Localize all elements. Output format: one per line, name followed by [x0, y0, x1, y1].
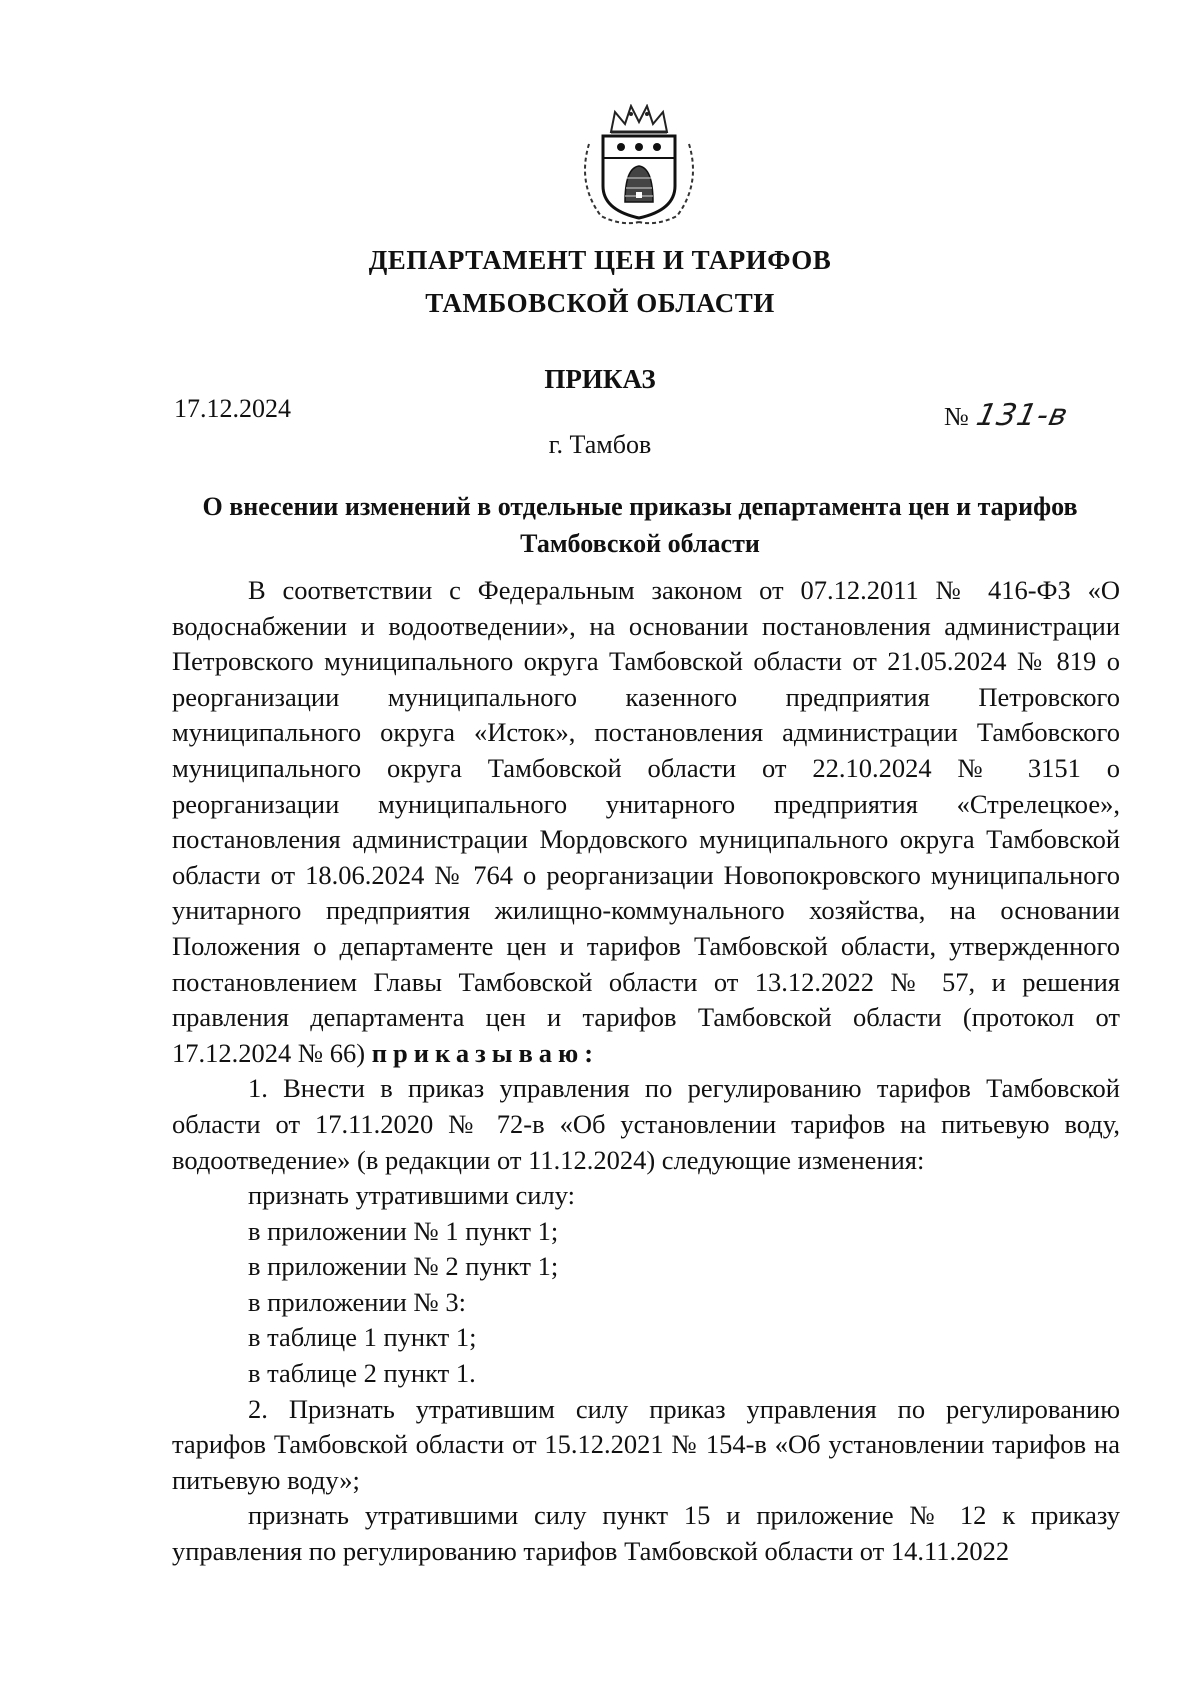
item-1-line: в таблице 2 пункт 1. — [248, 1358, 476, 1389]
item-1-line: в приложении № 2 пункт 1; — [248, 1251, 559, 1282]
item-2: 2. Признать утратившим силу приказ управления по регулированию тарифов Тамбовской области от 15.12.2021 № 154-в «Об установлении тарифов на питьевую воду»; — [172, 1393, 1120, 1495]
document-date: 17.12.2024 — [174, 394, 291, 423]
order-word: приказываю: — [371, 1037, 600, 1068]
document-body — [172, 573, 1120, 1570]
preamble-paragraph — [172, 573, 1120, 1071]
item-1-line: в приложении № 1 пункт 1; — [248, 1215, 559, 1246]
document-number — [944, 398, 1072, 433]
handwritten-number: 131-в — [973, 398, 1072, 433]
item-1: 1. Внести в приказ управления по регулированию тарифов Тамбовской области от 17.11.2020 № 72-в «Об установлении тарифов на питьевую воду, водоотведение» (в редакции от 11.12.2024) следующие изменения: — [172, 1073, 1120, 1175]
org-name-line1: ДЕПАРТАМЕНТ ЦЕН И ТАРИФОВ — [368, 245, 832, 275]
item-2-continuation: признать утратившими силу пункт 15 и приложение № 12 к приказу управления по регулированию тарифов Тамбовской области от 14.11.2022 — [172, 1500, 1120, 1567]
number-label: № — [944, 402, 969, 431]
preamble-text: В соответствии с Федеральным законом от 07.12.2011 № 416-ФЗ «О водоснабжении и водоотведении», на основании постановления администрации Петровского муниципального округа Тамбовской области от 21.05.2024 № 819 о реорганизации муниципального казенного предприятия Петровского муниципального округа «Исток», постановления администрации Тамбовского муниципального округа Тамбовской области от 22.10.2024 № 3151 о реорганизации муниципального унитарного предприятия «Стрелецкое», постановления администрации Мордовского муниципального округа Тамбовской области от 18.06.2024 № 764 о реорганизации Новопокровского муниципального унитарного предприятия жилищно-коммунального хозяйства, на основании Положения о департаменте цен и тарифов Тамбовской области, утвержденного постановлением Главы Тамбовской области от 13.12.2022 № 57, и решения правления департамента цен и тарифов Тамбовской области (протокол от 17.12.2024 № 66) — [172, 575, 1120, 1068]
item-1-line: признать утратившими силу: — [248, 1180, 575, 1211]
document-city: г. Тамбов — [548, 430, 652, 459]
item-1-line: в таблице 1 пункт 1; — [248, 1322, 477, 1353]
item-1-line: в приложении № 3: — [248, 1286, 466, 1317]
org-name-line2: ТАМБОВСКОЙ ОБЛАСТИ — [425, 288, 775, 318]
coat-of-arms-icon — [571, 104, 707, 226]
document-title: О внесении изменений в отдельные приказы департамента цен и тарифов Тамбовской области — [202, 492, 1078, 558]
document-type: ПРИКАЗ — [544, 364, 656, 394]
